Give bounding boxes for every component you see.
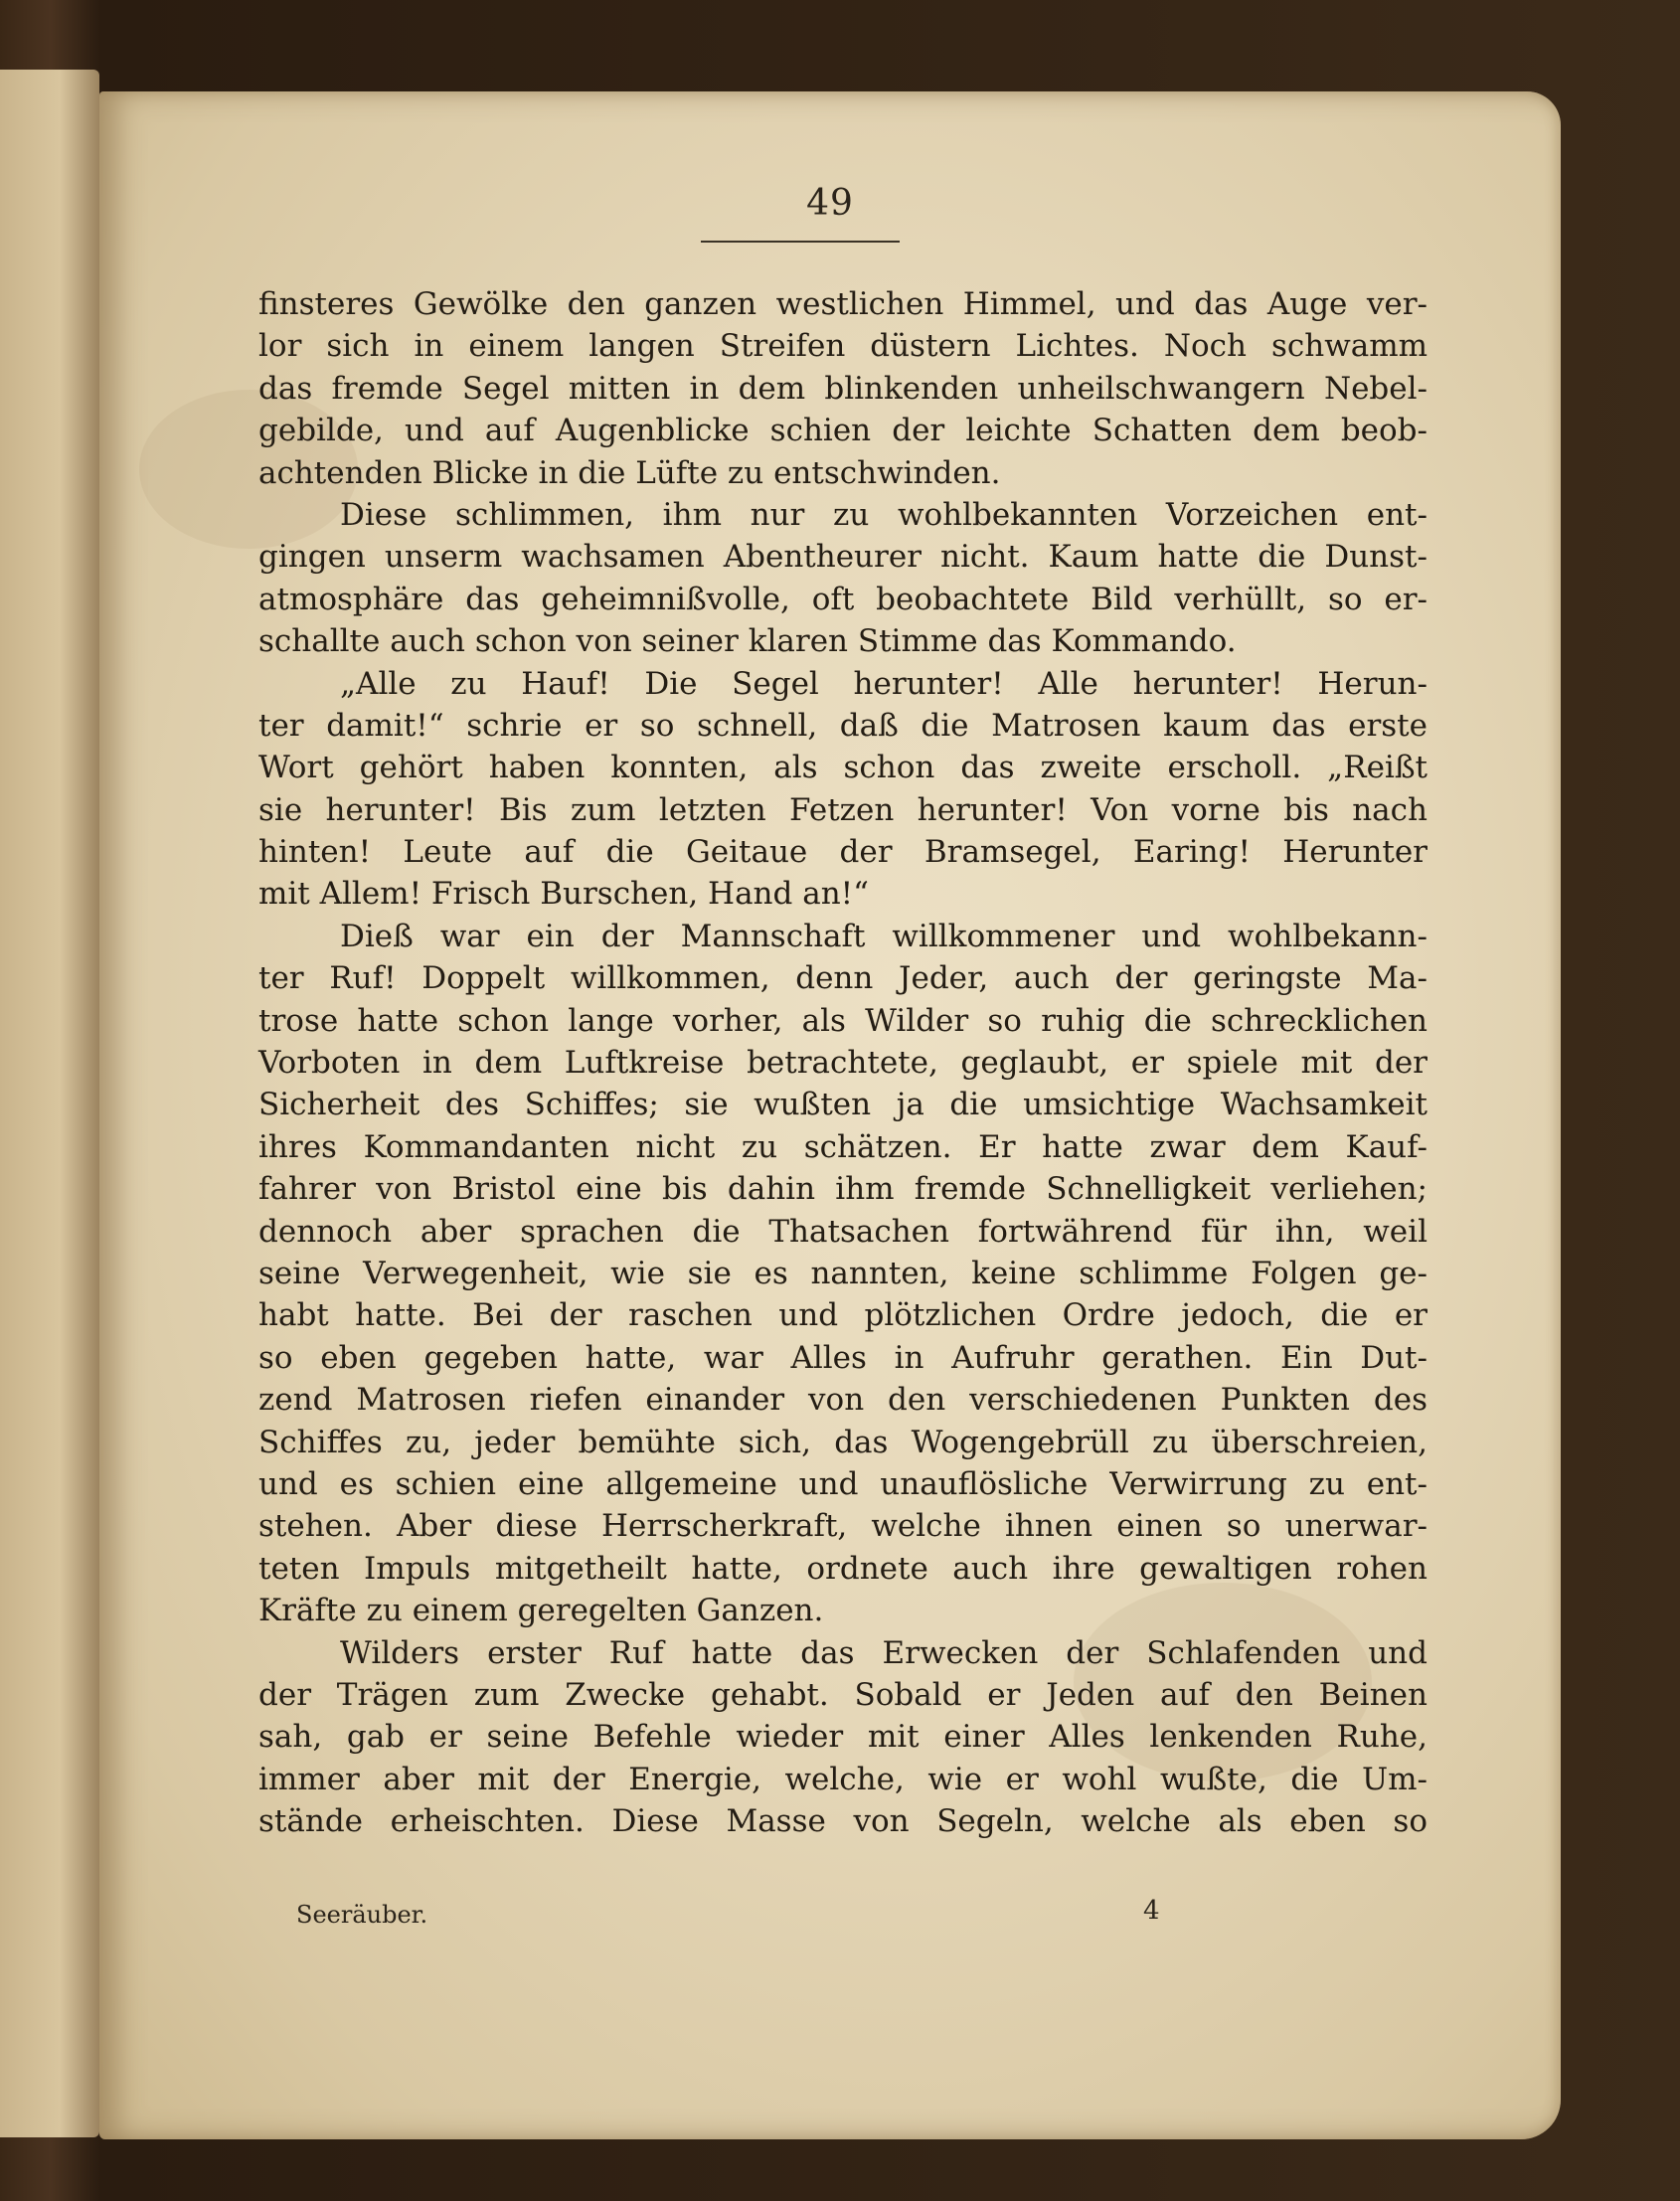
text-line: sah, gab er seine Befehle wieder mit einer Alles lenkenden Ruhe, [258,1719,1428,1756]
text-line: finsteres Gewölke den ganzen westlichen Himmel, und das Auge ver- [258,286,1428,322]
text-line: lor sich in einem langen Streifen düstern Lichtes. Noch schwamm [258,328,1428,365]
text-line: habt hatte. Bei der raschen und plötzlichen Ordre jedoch, die er [258,1297,1428,1334]
body-text [258,283,1428,1842]
text-line: stehen. Aber diese Herrscherkraft, welche ihnen einen so unerwar- [258,1508,1428,1545]
text-line: hinten! Leute auf die Geitaue der Bramsegel, Earing! Herunter [258,834,1428,871]
text-line: fahrer von Bristol eine bis dahin ihm fremde Schnelligkeit verliehen; [258,1171,1428,1208]
text-line: seine Verwegenheit, wie sie es nannten, keine schlimme Folgen ge- [258,1255,1428,1291]
text-line: Wilders erster Ruf hatte das Erwecken der Schlafenden und [340,1634,1428,1671]
text-line: Schiffes zu, jeder bemühte sich, das Wogengebrüll zu überschreien, [258,1424,1428,1460]
text-line: schallte auch schon von seiner klaren Stimme das Kommando. [258,623,1237,660]
text-line: Vorboten in dem Luftkreise betrachtete, geglaubt, er spiele mit der [258,1045,1428,1082]
sheet-number: 4 [1143,1896,1160,1926]
text-line: gebilde, und auf Augenblicke schien der leichte Schatten dem beob- [258,413,1428,449]
text-line: trose hatte schon lange vorher, als Wilder so ruhig die schrecklichen [258,1002,1428,1039]
text-line: stände erheischten. Diese Masse von Segeln, welche als eben so [258,1803,1428,1840]
text-line: immer aber mit der Energie, welche, wie er wohl wußte, die Um- [258,1761,1428,1797]
text-line: teten Impuls mitgetheilt hatte, ordnete auch ihre gewaltigen rohen [258,1550,1428,1587]
text-line: Dieß war ein der Mannschaft willkommener und wohlbekann- [340,918,1428,954]
signature-mark: Seeräuber. [296,1901,428,1929]
text-line: und es schien eine allgemeine und unauflösliche Verwirrung zu ent- [258,1465,1428,1502]
previous-page-edge [0,70,99,2137]
page-number: 49 [806,183,854,224]
text-line: „Alle zu Hauf! Die Segel herunter! Alle herunter! Herun- [340,665,1428,702]
text-line: Sicherheit des Schiffes; sie wußten ja die umsichtige Wachsamkeit [258,1087,1428,1123]
text-line: so eben gegeben hatte, war Alles in Aufruhr gerathen. Ein Dut- [258,1339,1428,1376]
text-line: Wort gehört haben konnten, als schon das zweite erscholl. „Reißt [258,750,1428,786]
text-line: der Trägen zum Zwecke gehabt. Sobald er Jeden auf den Beinen [258,1676,1428,1713]
text-line: achtenden Blicke in die Lüfte zu entschwinden. [258,454,1001,491]
text-line: ihres Kommandanten nicht zu schätzen. Er hatte zwar dem Kauf- [258,1128,1428,1165]
text-line: das fremde Segel mitten in dem blinkenden unheilschwangern Nebel- [258,370,1428,407]
text-line: Kräfte zu einem geregelten Ganzen. [258,1593,824,1629]
text-line: zend Matrosen riefen einander von den verschiedenen Punkten des [258,1382,1428,1419]
text-line: dennoch aber sprachen die Thatsachen fortwährend für ihn, weil [258,1213,1428,1250]
text-line: ter Ruf! Doppelt willkommen, denn Jeder, auch der geringste Ma- [258,960,1428,997]
text-line: atmosphäre das geheimnißvolle, oft beobachtete Bild verhüllt, so er- [258,581,1428,617]
text-line: ter damit!“ schrie er so schnell, daß die Matrosen kaum das erste [258,707,1428,744]
book-page [99,91,1561,2139]
text-line: mit Allem! Frisch Burschen, Hand an!“ [258,876,869,913]
header-rule [701,241,900,243]
text-line: gingen unserm wachsamen Abentheurer nicht. Kaum hatte die Dunst- [258,539,1428,576]
text-line: Diese schlimmen, ihm nur zu wohlbekannten Vorzeichen ent- [340,496,1428,533]
text-line: sie herunter! Bis zum letzten Fetzen herunter! Von vorne bis nach [258,791,1428,828]
